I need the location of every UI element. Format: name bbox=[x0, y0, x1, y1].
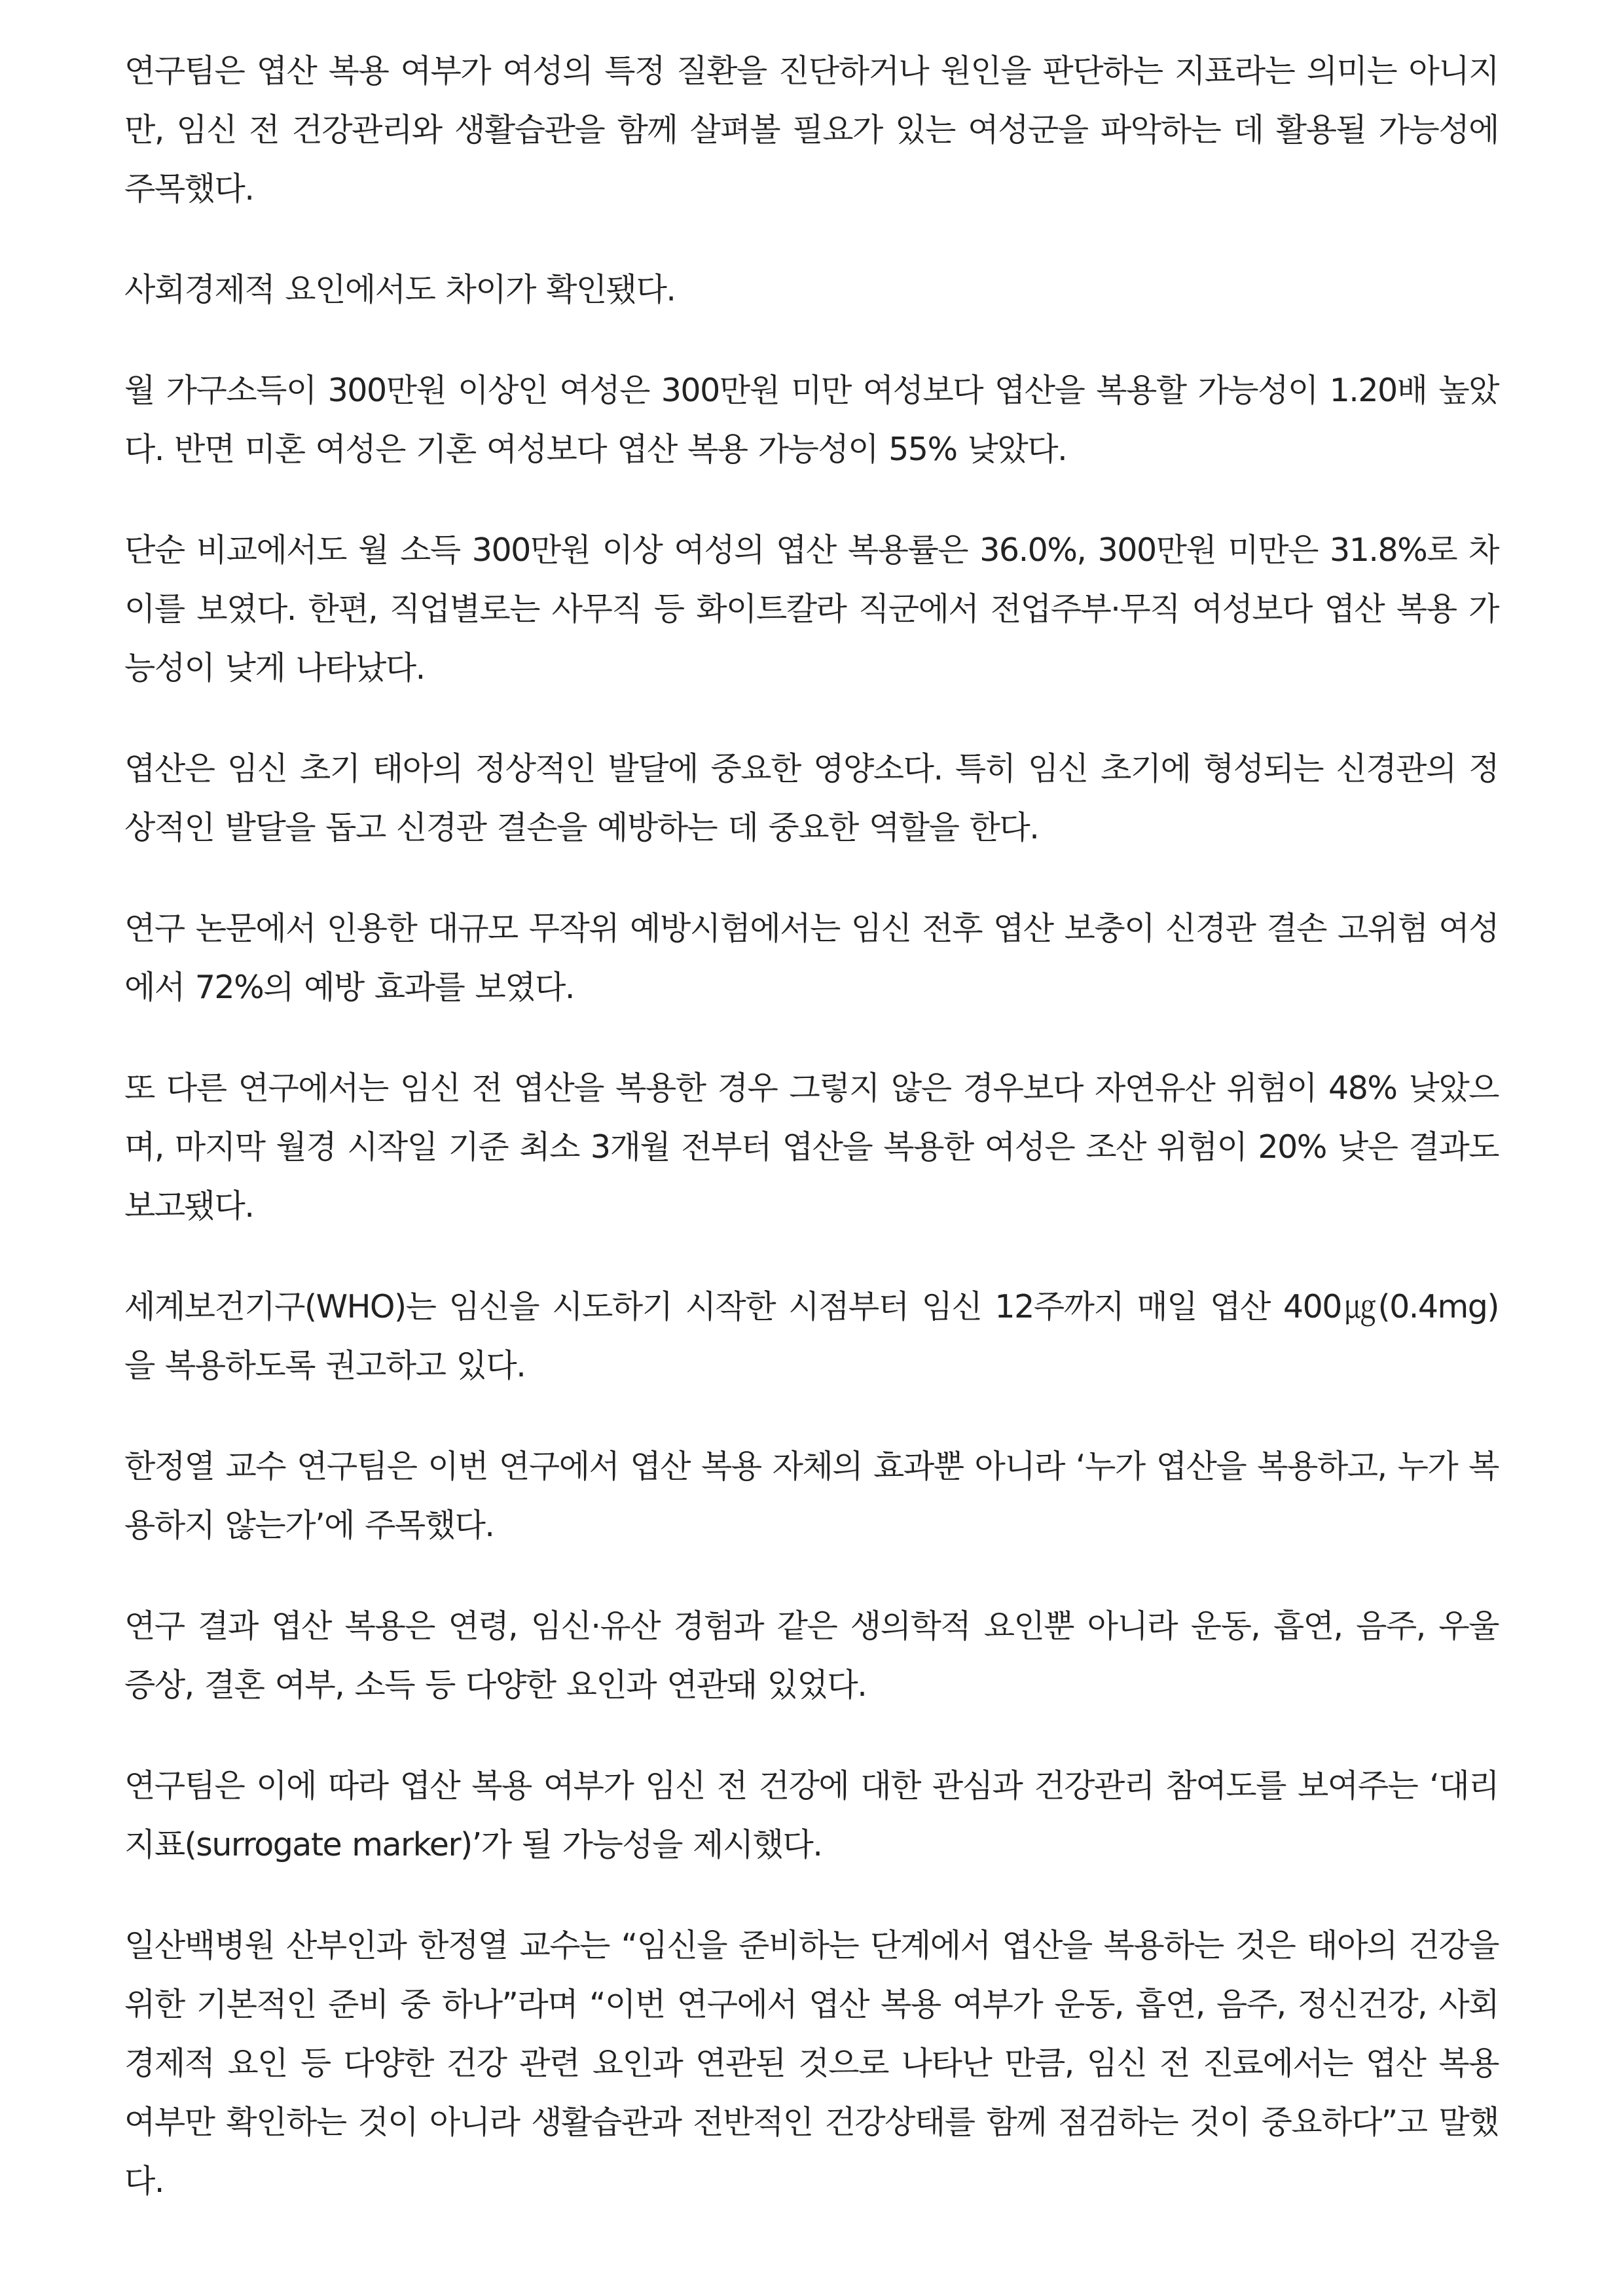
paragraph-folic-acid-role: 엽산은 임신 초기 태아의 정상적인 발달에 중요한 영양소다. 특히 임신 초기에 형성되는 신경관의 정상적인 발달을 돕고 신경관 결손을 예방하는 데 중요한 역할을 한다. bbox=[124, 750, 1499, 846]
article-body bbox=[124, 42, 1499, 2211]
paragraph-income-marital: 월 가구소득이 300만원 이상인 여성은 300만원 미만 여성보다 엽산을 복용할 가능성이 1.20배 높았다. 반면 미혼 여성은 기혼 여성보다 엽산 복용 가능성이 55% 낮았다. bbox=[124, 372, 1499, 468]
paragraph-simple-comparison: 단순 비교에서도 월 소득 300만원 이상 여성의 엽산 복용률은 36.0%, 300만원 미만은 31.8%로 차이를 보였다. 한편, 직업별로는 사무직 등 화이트칼라 직군에서 전업주부·무직 여성보다 엽산 복용 가능성이 낮게 나타났다. bbox=[124, 531, 1499, 687]
paragraph-who-takes-focus: 한정열 교수 연구팀은 이번 연구에서 엽산 복용 자체의 효과뿐 아니라 ‘누가 엽산을 복용하고, 누가 복용하지 않는가’에 주목했다. bbox=[124, 1448, 1499, 1544]
paragraph-socioeconomic-intro: 사회경제적 요인에서도 차이가 확인됐다. bbox=[124, 271, 676, 308]
paragraph-prevention-trial: 연구 논문에서 인용한 대규모 무작위 예방시험에서는 임신 전후 엽산 보충이 신경관 결손 고위험 여성에서 72%의 예방 효과를 보였다. bbox=[124, 910, 1499, 1006]
paragraph-other-study: 또 다른 연구에서는 임신 전 엽산을 복용한 경우 그렇지 않은 경우보다 자연유산 위험이 48% 낮았으며, 마지막 월경 시작일 기준 최소 3개월 전부터 엽산을 복용한 여성은 조산 위험이 20% 낮은 결과도 보고됐다. bbox=[124, 1069, 1499, 1225]
paragraph-professor-quote: 일산백병원 산부인과 한정열 교수는 “임신을 준비하는 단계에서 엽산을 복용하는 것은 태아의 건강을 위한 기본적인 준비 중 하나”라며 “이번 연구에서 엽산 복용 여부가 운동, 흡연, 음주, 정신건강, 사회경제적 요인 등 다양한 건강 관련 요인과 연관된 것으로 나타난 만큼, 임신 전 진료에서는 엽산 복용 여부만 확인하는 것이 아니라 생활습관과 전반적인 건강상태를 함께 점검하는 것이 중요하다”고 말했다. bbox=[124, 1927, 1499, 2200]
paragraph-research-team-note: 연구팀은 엽산 복용 여부가 여성의 특정 질환을 진단하거나 원인을 판단하는 지표라는 의미는 아니지만, 임신 전 건강관리와 생활습관을 함께 살펴볼 필요가 있는 여성군을 파악하는 데 활용될 가능성에 주목했다. bbox=[124, 52, 1499, 207]
paragraph-research-results: 연구 결과 엽산 복용은 연령, 임신·유산 경험과 같은 생의학적 요인뿐 아니라 운동, 흡연, 음주, 우울 증상, 결혼 여부, 소득 등 다양한 요인과 연관돼 있었다. bbox=[124, 1607, 1499, 1704]
paragraph-surrogate-marker: 연구팀은 이에 따라 엽산 복용 여부가 임신 전 건강에 대한 관심과 건강관리 참여도를 보여주는 ‘대리지표(surrogate marker)’가 될 가능성을 제시했다. bbox=[124, 1767, 1499, 1863]
paragraph-who-recommendation: 세계보건기구(WHO)는 임신을 시도하기 시작한 시점부터 임신 12주까지 매일 엽산 400㎍(0.4mg)을 복용하도록 권고하고 있다. bbox=[124, 1288, 1499, 1384]
